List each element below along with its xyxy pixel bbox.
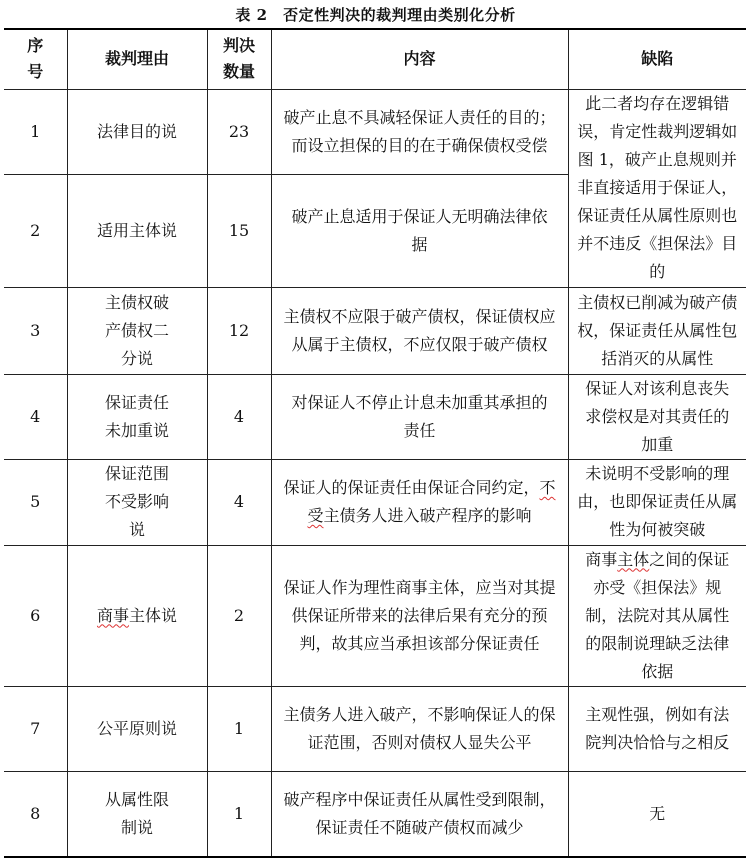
row-reason: 公平原则说 [67, 686, 207, 771]
row-defect: 主观性强，例如有法院判决恰恰与之相反 [568, 686, 746, 771]
row-count: 23 [207, 89, 271, 174]
header-defect: 缺陷 [568, 29, 746, 89]
row-content: 保证人的保证责任由保证合同约定，不受主债务人进入破产程序的影响 [271, 459, 568, 545]
row-no: 1 [4, 89, 67, 174]
row-count: 2 [207, 545, 271, 686]
row-defect: 商事主体之间的保证亦受《担保法》规制，法院对其从属性的限制说理缺乏法律依据 [568, 545, 746, 686]
table-row [4, 287, 746, 374]
row-reason: 保证责任未加重说 [67, 374, 207, 459]
header-count: 判决数量 [207, 29, 271, 89]
row-content: 破产止息不具减轻保证人责任的目的；而设立担保的目的在于确保债权受偿 [271, 89, 568, 174]
row-count: 4 [207, 374, 271, 459]
header-content: 内容 [271, 29, 568, 89]
row-no: 3 [4, 287, 67, 374]
row-content: 保证人作为理性商事主体，应当对其提供保证所带来的法律后果有充分的预判，故其应当承担该部分保证责任 [271, 545, 568, 686]
spellcheck-underline: 主体 [617, 549, 650, 569]
row-defect: 保证人对该利息丧失求偿权是对其责任的加重 [568, 374, 746, 459]
row-defect: 主债权已削减为破产债权，保证责任从属性包括消灭的从属性 [568, 287, 746, 374]
row-defect-merged: 此二者均存在逻辑错误，肯定性裁判逻辑如图 1，破产止息规则并非直接适用于保证人，保证责任从属性原则也并不违反《担保法》目的 [568, 89, 746, 287]
table-row [4, 89, 746, 174]
row-no: 2 [4, 174, 67, 287]
header-row [4, 29, 746, 89]
row-content: 对保证人不停止计息未加重其承担的责任 [271, 374, 568, 459]
row-count: 1 [207, 686, 271, 771]
row-count: 4 [207, 459, 271, 545]
row-no: 6 [4, 545, 67, 686]
row-reason: 保证范围不受影响说 [67, 459, 207, 545]
header-no: 序号 [4, 29, 67, 89]
spellcheck-underline: 商事 [96, 605, 129, 625]
table-title: 表 2 否定性判决的裁判理由类别化分析 [235, 6, 516, 24]
row-defect: 未说明不受影响的理由，也即保证责任从属性为何被突破 [568, 459, 746, 545]
row-no: 5 [4, 459, 67, 545]
row-content: 破产程序中保证责任从属性受到限制，保证责任不随破产债权而减少 [271, 771, 568, 857]
row-no: 8 [4, 771, 67, 857]
table-row [4, 374, 746, 459]
row-reason: 主债权破产债权二分说 [67, 287, 207, 374]
row-reason: 从属性限制说 [67, 771, 207, 857]
table-row [4, 771, 746, 857]
row-content: 主债务人进入破产，不影响保证人的保证范围，否则对债权人显失公平 [271, 686, 568, 771]
reason-analysis-table [4, 28, 746, 858]
row-no: 7 [4, 686, 67, 771]
row-content: 破产止息适用于保证人无明确法律依据 [271, 174, 568, 287]
row-reason: 商事主体说 [67, 545, 207, 686]
table-row [4, 459, 746, 545]
row-count: 1 [207, 771, 271, 857]
table-row [4, 686, 746, 771]
row-no: 4 [4, 374, 67, 459]
header-reason: 裁判理由 [67, 29, 207, 89]
row-reason: 适用主体说 [67, 174, 207, 287]
row-reason: 法律目的说 [67, 89, 207, 174]
row-count: 12 [207, 287, 271, 374]
table-row [4, 545, 746, 686]
row-defect: 无 [568, 771, 746, 857]
row-content: 主债权不应限于破产债权，保证债权应从属于主债权，不应仅限于破产债权 [271, 287, 568, 374]
row-count: 15 [207, 174, 271, 287]
spellcheck-underline: 不受 [307, 478, 556, 525]
